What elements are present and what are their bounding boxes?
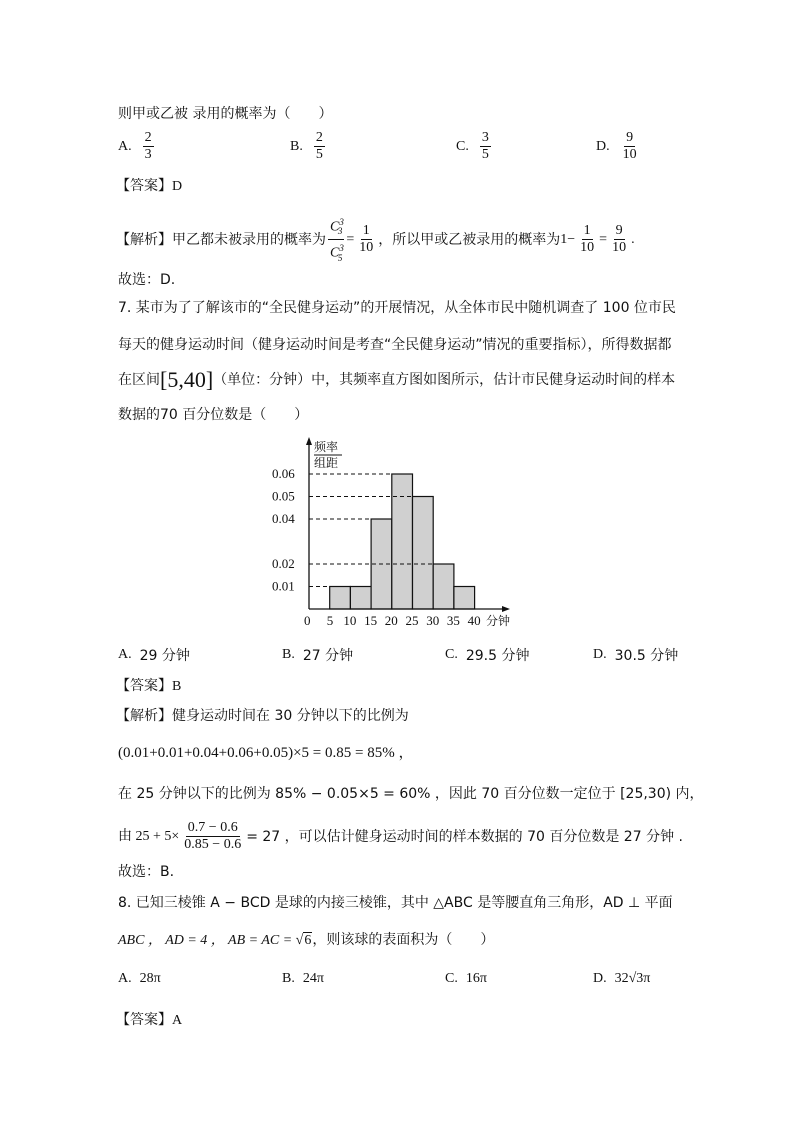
x-tick-label: 30 [426,613,440,628]
analysis-text: 甲乙都未被录用的概率为 [172,231,326,248]
q8-option-b[interactable] [282,971,324,987]
option-text: 16π [465,971,487,986]
option-fraction: $\frac{3}{5}$ [481,130,489,162]
y-tick-label: 0.01 [272,578,295,594]
q6-stem: 则甲或乙被 录用的概率为（ ） [118,106,333,122]
q7-option-a[interactable] [118,645,190,665]
option-text: 32√3π [614,971,651,986]
y-tick-label: 0.02 [272,556,295,571]
y-axis-arrow-icon [306,437,312,445]
combination-fraction: $\frac{C^3_3}{C^3_5}$ [328,214,344,266]
option-label: B. [282,971,295,986]
q6-option-a[interactable] [118,130,157,163]
frequency-histogram [270,435,520,635]
analysis-label: 【解析】 [116,231,172,248]
fraction: $\frac{0.7 - 0.6}{0.85 - 0.6}$ [184,820,242,852]
histogram-bar [350,587,371,610]
q7-answer [116,676,181,697]
option-label: A. [118,138,132,154]
q6-option-d[interactable] [596,130,642,163]
option-fraction: $\frac{2}{5}$ [315,130,323,162]
fraction: $\frac{1}{10}$ [359,223,374,256]
option-text: 24π [302,971,324,986]
q7-conclusion: 故选：B. [118,864,175,880]
answer-value: A [172,1013,183,1028]
y-axis-label-bottom: 组距 [314,456,339,470]
x-tick-label: 20 [384,613,398,628]
fraction: $\frac{9}{10}$ [612,223,627,256]
q7-stem-line3: 在区间[5,40]（单位：分钟）中，其频率直方图如图所示，估计市民健身运动时间的样本 [118,367,676,392]
q8-option-a[interactable] [118,971,161,987]
option-label: B. [290,138,303,154]
option-text: 29.5 分钟 [465,648,530,664]
option-fraction: $\frac{2}{3}$ [144,130,152,162]
q6-option-c[interactable] [456,130,494,163]
q8-stem-line1: 8. 已知三棱锥 A − BCD 是球的内接三棱锥，其中 △ABC 是等腰直角三角形，AD ⊥ 平面 [118,895,673,911]
x-tick-label: 15 [364,613,378,628]
option-fraction: $\frac{9}{10}$ [622,130,637,162]
q8-option-d[interactable] [593,971,650,987]
q7-stem-line2: 每天的健身运动时间（健身运动时间是考查“全民健身运动”情况的重要指标），所得数据都 [118,337,672,353]
option-label: A. [118,647,132,662]
x-axis-arrow-icon [502,606,510,612]
q6-conclusion: 故选：D. [118,272,176,288]
analysis-label: 【解析】 [116,708,172,724]
y-tick-label: 0.06 [272,466,295,481]
q6-option-b[interactable] [290,130,328,163]
option-label: B. [282,647,295,662]
x-tick-label: 0 [304,613,311,628]
q7-option-d[interactable] [593,645,678,665]
option-text: 27 分钟 [302,648,354,664]
option-text: 30.5 分钟 [614,648,679,664]
histogram-bar [413,497,434,610]
x-tick-label: 35 [446,613,460,628]
q6-analysis: 【解析】 甲乙都未被录用的概率为 $\frac{C^3_3}{C^3_5}$ = $\frac{1}{10}$ ，所以甲或乙被录用的概率为 1− $\frac{1}{10}$ = $\frac{9}{10}$ . [116,214,635,266]
x-axis-label: 分钟 [486,614,511,628]
answer-label: 【答案】 [116,1012,172,1028]
q7-option-c[interactable] [445,645,529,665]
q8-answer [116,1010,182,1031]
answer-label: 【答案】 [116,678,172,694]
q7-analysis-line1 [116,706,409,726]
option-label: D. [593,971,607,986]
y-tick-label: 0.04 [272,511,295,526]
option-label: C. [445,971,458,986]
q7-stem-line1: 7. 某市为了了解该市的“全民健身运动”的开展情况，从全体市民中随机调查了 100 位市民 [118,300,676,316]
histogram-bar [433,564,454,609]
q7-analysis-line3: 在 25 分钟以下的比例为 85% − 0.05×5 = 60% ，因此 70 百分位数一定位于 [25,30) 内， [118,786,704,802]
q7-analysis-line2: (0.01+0.01+0.04+0.06+0.05)×5 = 0.85 = 85% ， [118,745,414,761]
option-text: 29 分钟 [139,648,190,664]
answer-label: 【答案】 [116,178,172,194]
option-label: C. [456,138,469,154]
y-tick-label: 0.05 [272,488,295,504]
fraction: $\frac{1}{10}$ [580,223,595,256]
option-text: 28π [139,971,161,986]
math-expr: 1− [560,231,576,247]
option-label: C. [445,647,458,662]
q8-option-c[interactable] [445,971,487,987]
answer-value: B [172,679,182,694]
q8-stem-line2: ABC ， AD = 4 ， AB = AC = √6，则该球的表面积为（ ） [118,932,495,948]
answer-value: D [172,179,183,194]
q7-option-b[interactable] [282,645,353,665]
q7-stem-line4: 数据的70 百分位数是（ ） [118,407,309,423]
x-tick-label: 25 [405,613,419,628]
q6-answer [116,176,182,197]
x-tick-label: 5 [326,613,334,628]
histogram-bar [454,587,475,610]
x-tick-label: 40 [467,613,481,628]
y-axis-label-top: 频率 [314,440,339,454]
analysis-text: 健身运动时间在 30 分钟以下的比例为 [172,708,409,724]
histogram-bar [330,587,351,610]
histogram-bars [330,474,475,609]
histogram-bar [392,474,413,609]
interval: [5,40] [160,367,214,392]
option-label: D. [596,138,610,154]
analysis-text: ，所以甲或乙被录用的概率为 [378,231,561,248]
x-tick-label: 10 [343,613,357,628]
q7-analysis-line4: 由 25 + 5× $\frac{0.7 - 0.6}{0.85 - 0.6}$ = 27 ，可以估计健身运动时间的样本数据的 70 百分位数是 27 分钟 . [118,820,683,852]
option-label: A. [118,971,132,986]
option-label: D. [593,647,607,662]
